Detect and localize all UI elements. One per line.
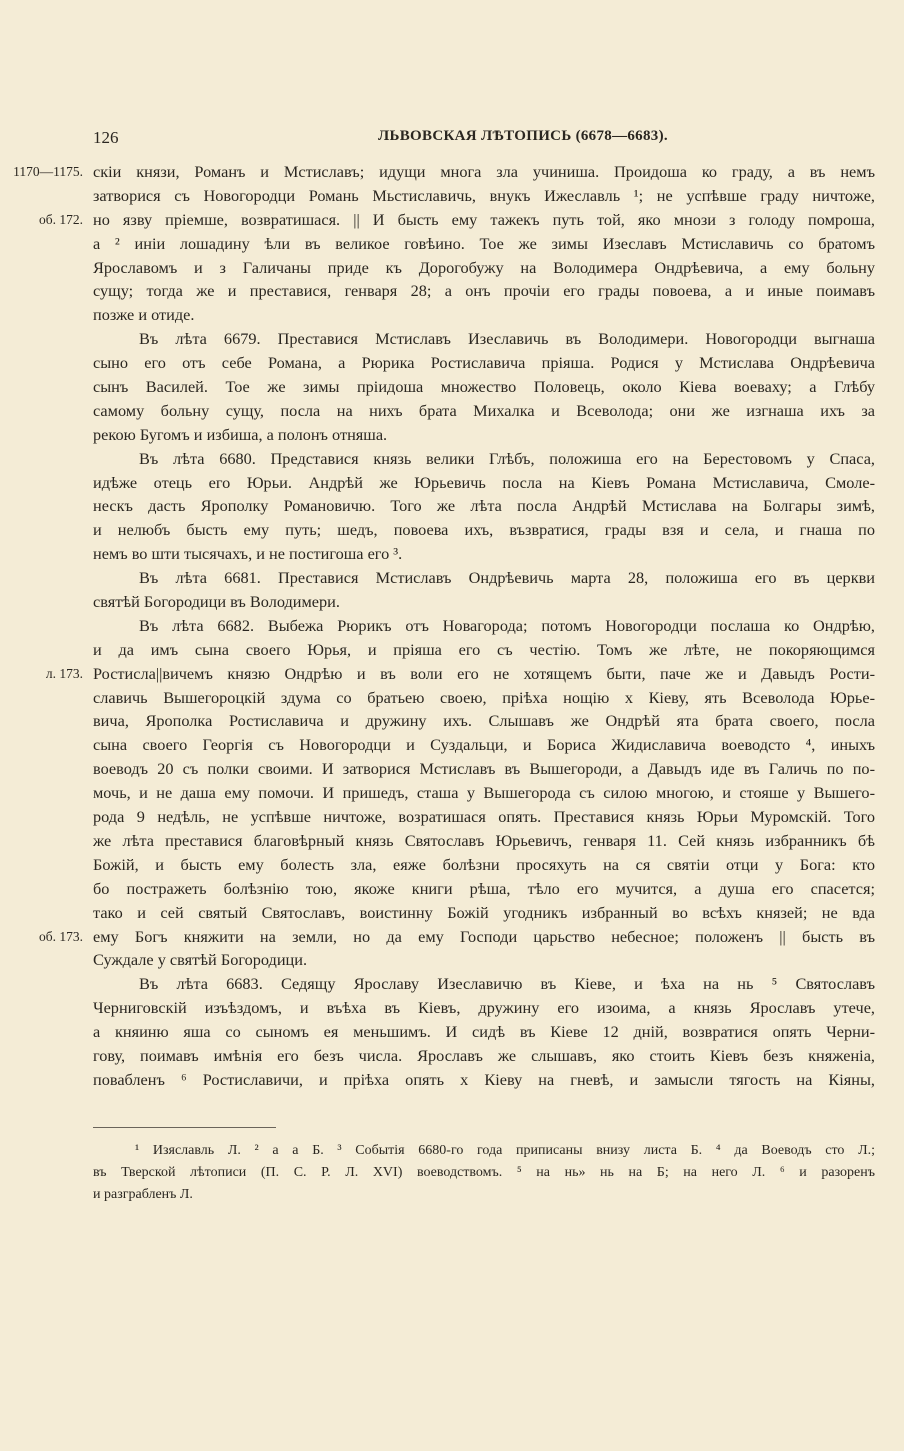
- text-line: [13, 160, 875, 184]
- text-line: [93, 1068, 875, 1092]
- line-text: рекою Бугомъ и избиша, а полонъ отняша.: [93, 424, 388, 444]
- line-text: вича, Ярополка Ростиславича и дружину ихъ. Слышавъ же Ондрѣй ята брата своего, посла: [93, 711, 875, 731]
- text-line: [93, 781, 875, 805]
- line-text: позже и отиде.: [93, 305, 195, 325]
- line-text: идѣже отець его Юрьи. Андрѣй же Юрьевичь посла на Кіевъ Романа Мстиславича, Смоле-: [93, 472, 875, 492]
- text-line: [93, 638, 875, 662]
- text-line: [93, 877, 875, 901]
- footnotes: [93, 1140, 875, 1206]
- line-text: самому больну сущу, посла на нихъ брата Михалка и Всеволода; они же изгнаша ихъ за: [93, 400, 875, 420]
- footnote-line: въ Тверской лѣтописи (П. С. Р. Л. XVI) воеводствомъ. ⁵ на нь» нь на Б; на него Л. ⁶ и разоренъ: [93, 1165, 875, 1180]
- line-text: Ярославомъ и з Галичаны приде къ Дорогобужу на Володимера Ондрѣевича, а ему больну: [93, 257, 875, 277]
- text-line: [93, 256, 875, 280]
- line-text: а княиню яша со сыномъ ея меньшимъ. И сидѣ въ Кіеве 12 дній, возвратися опять Черни-: [93, 1022, 875, 1042]
- text-line: [93, 901, 875, 925]
- text-line: [45, 662, 875, 686]
- text-line: [93, 996, 875, 1020]
- line-text: рода 9 недѣль, не успѣвше ничтоже, возратишася опять. Преставися князь Юрьи Муромскій. Того: [93, 807, 875, 827]
- text-line: [93, 853, 875, 877]
- line-text: Въ лѣта 6682. Выбежа Рюрикъ отъ Новагорода; потомъ Новогородци послаша ко Ондрѣю,: [139, 615, 875, 635]
- page-number: 126: [93, 128, 119, 147]
- text-line: [39, 925, 875, 949]
- text-line: [93, 1020, 875, 1044]
- text-line: [93, 542, 875, 566]
- text-line: [93, 279, 875, 303]
- text-line: [93, 686, 875, 710]
- text-line: [93, 471, 875, 495]
- line-text: Въ лѣта 6683. Седящу Ярославу Изеславичю въ Кіеве, и ѣха на нь ⁵ Святославъ: [139, 974, 875, 994]
- text-line: [93, 375, 875, 399]
- footnote-line: и разграбленъ Л.: [93, 1187, 193, 1202]
- line-text: скіи князи, Романъ и Мстиславъ; идущи многа зла учиниша. Проидоша ко граду, а въ немъ: [93, 162, 875, 181]
- running-title: ЛЬВОВСКАЯ ЛѢТОПИСЬ (6678—6683).: [378, 128, 668, 144]
- text-line: [93, 494, 875, 518]
- line-text: мочь, и не даша ему помочи. И пришедъ, сташа у Вышегорода съ силою многою, и стояше у Вышего-: [93, 783, 875, 803]
- line-text: сына своего Георгія съ Новогородци и Суздальци, и Бориса Жидиславича воеводсто ⁴, иныхъ: [93, 735, 875, 755]
- line-text: сынъ Василей. Тое же зимы пріидоша множество Половець, около Кіева воеваху; а Глѣбу: [93, 377, 875, 397]
- chronicle-text: [13, 160, 875, 1092]
- line-text: Суждале у святѣй Богородици.: [93, 950, 308, 970]
- line-text: же лѣта преставися благовѣрный князь Святославъ Юрьевичъ, генваря 11. Сей князь избранникъ бѣ: [93, 830, 875, 850]
- text-line: [93, 1044, 875, 1068]
- footnote-line: ¹ Изяславль Л. ² а а Б. ³ Событія 6680-го года приписаны внизу листа Б. ⁴ да Воеводъ сто Л.;: [135, 1143, 875, 1158]
- text-line: [93, 399, 875, 423]
- line-text: бо постражеть болѣзнію тою, якоже книги рѣша, тѣло его мучится, а душа его спасется;: [93, 878, 875, 898]
- line-text: Въ лѣта 6679. Преставися Мстиславъ Изеславичь въ Володимери. Новогородци выгнаша: [139, 329, 875, 349]
- footnote-separator: [93, 1127, 276, 1128]
- text-line: [93, 351, 875, 375]
- line-text: но язву пріемше, возвратишася. || И бысть ему тажекъ путь той, яко мнози з голоду помроша,: [93, 209, 875, 229]
- text-line: [93, 518, 875, 542]
- text-line: [93, 447, 875, 471]
- line-text: Ростисла||вичемъ князю Ондрѣю и въ воли его не хотящемъ быти, паче же и Давыдъ Рости-: [93, 663, 875, 683]
- line-text: Божій, и бысть ему болесть зла, еяже болѣзни просяхуть на ся святіи отци у Бога: кто: [93, 854, 875, 874]
- line-text: и нелюбъ бысть ему путь; шедъ, повоева ихъ, възвратися, грады взя и села, и гнаша по: [93, 520, 875, 540]
- text-line: [93, 423, 875, 447]
- text-line: [93, 590, 875, 614]
- line-text: нескъ дасть Ярополку Романовичю. Того же лѣта посла Андрѣй Мстислава на Болгары зимѣ,: [93, 496, 875, 516]
- margin-note: 1170—1175.: [13, 164, 83, 179]
- text-line: [93, 709, 875, 733]
- line-text: сыно его отъ себе Романа, а Рюрика Ростиславича пріяша. Родися у Мстислава Ондрѣевича: [93, 353, 875, 373]
- line-text: повабленъ ⁶ Ростиславичи, и пріѣха опять х Кіеву на гневѣ, и замысли тягость на Кіяны,: [93, 1069, 875, 1089]
- line-text: ему Богъ княжити на земли, но да ему Господи царьство небесное; положенъ || бысть въ: [93, 926, 875, 946]
- line-text: затворися съ Новогородци Романь Мьстиславичь, внукъ Ижеславль ¹; не успѣвше граду ничтоже,: [93, 185, 875, 205]
- line-text: сущу; тогда же и преставися, генваря 28; а онъ прочіи его грады повоева, а и иные поимавъ: [93, 281, 875, 301]
- text-line: [93, 829, 875, 853]
- line-text: а ² иніи лошадину ѣли въ великое говѣино. Тое же зимы Изеславъ Мстиславичь со братомъ: [93, 233, 875, 253]
- line-text: Черниговскій изъѣздомъ, и въѣха въ Кіевъ, дружину его изоима, а князь Ярославъ утече,: [93, 998, 875, 1018]
- line-text: воеводъ 20 съ полки своими. И затворися Мстиславъ въ Вышегороди, а Давыдъ иде въ Галичь по по-: [93, 759, 875, 779]
- text-line: [93, 303, 875, 327]
- line-text: Въ лѣта 6680. Представися князь велики Глѣбъ, положиша его на Берестовомъ у Спаса,: [139, 448, 875, 468]
- line-text: немъ во шти тысячахъ, и не постигоша его ³.: [93, 544, 403, 564]
- text-line: [39, 208, 875, 232]
- text-line: [93, 733, 875, 757]
- margin-note: об. 172.: [39, 211, 83, 227]
- line-text: святѣй Богородици въ Володимери.: [93, 592, 340, 612]
- margin-note: л. 173.: [45, 665, 83, 681]
- text-line: [93, 232, 875, 256]
- margin-note: об. 173.: [39, 928, 83, 944]
- line-text: Въ лѣта 6681. Преставися Мстиславъ Ондрѣевичь марта 28, положиша его въ церкви: [139, 568, 875, 588]
- page-header: [93, 128, 873, 152]
- text-line: [93, 184, 875, 208]
- text-line: [93, 972, 875, 996]
- text-line: [93, 327, 875, 351]
- line-text: и да имъ сына своего Юрья, и пріяша его съ честію. Томъ же лѣте, не покоряющимся: [93, 639, 875, 659]
- line-text: славичь Вышегороцкій здума со братьею своею, пріѣха нощію х Кіеву, ять Всеволода Юрье-: [93, 687, 875, 707]
- text-line: [93, 948, 875, 972]
- text-line: [93, 566, 875, 590]
- text-line: [93, 805, 875, 829]
- text-line: [93, 757, 875, 781]
- text-line: [93, 614, 875, 638]
- line-text: гову, поимавъ имѣнія его безъ числа. Ярославъ же слышавъ, яко стоить Кіевъ безъ княженіа,: [93, 1045, 875, 1065]
- line-text: тако и сей святый Святославъ, воистинну Божій угодникъ избранный во всѣхъ князей; не вда: [93, 902, 875, 922]
